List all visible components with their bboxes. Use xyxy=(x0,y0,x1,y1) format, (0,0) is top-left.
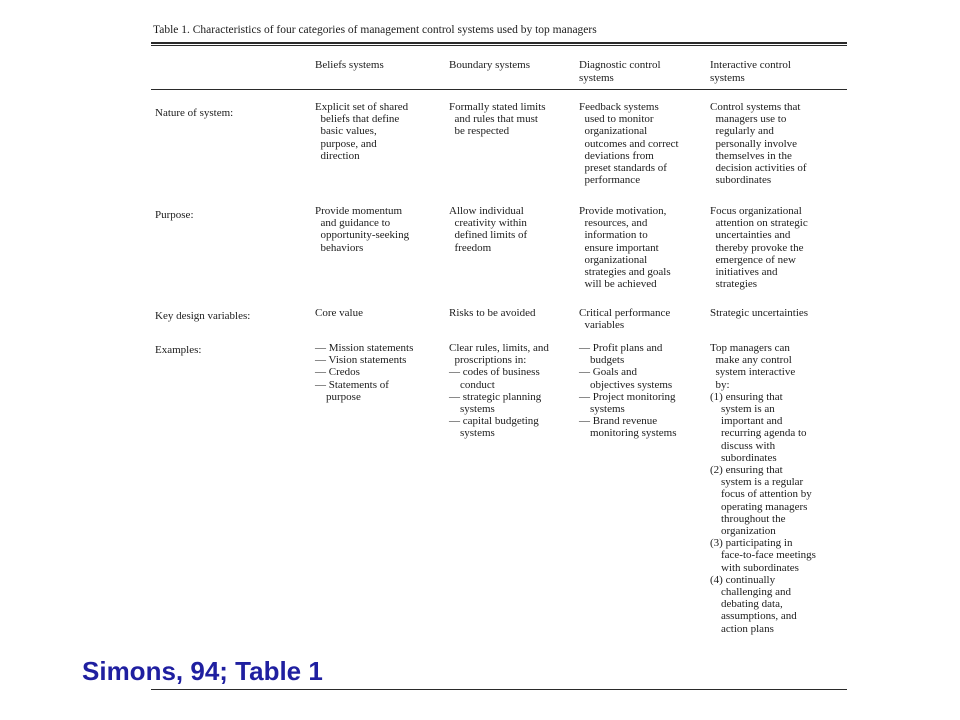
cell-purpose-boundary: Allow individual creativity within defined limits of freedom xyxy=(449,205,528,254)
top-rule xyxy=(151,42,847,44)
scanned-table xyxy=(145,18,855,696)
cell-key-diagnostic: Critical performance variables xyxy=(579,307,671,332)
cell-nature-beliefs: Explicit set of shared beliefs that define basic values, purpose, and direction xyxy=(315,101,409,162)
row-label-nature: Nature of system: xyxy=(155,107,234,119)
table-title: Table 1. Characteristics of four categories of management control systems used by top managers xyxy=(153,24,597,36)
cell-key-interactive: Strategic uncertainties xyxy=(710,307,809,319)
cell-nature-interactive: Control systems that managers use to regularly and personally involve themselves in the decision activities of subordinates xyxy=(710,101,807,187)
top-rule-double xyxy=(151,45,847,46)
bottom-rule xyxy=(151,689,847,690)
cell-purpose-diagnostic: Provide motivation, resources, and information to ensure important organizational strategies and goals will be achieved xyxy=(579,205,671,291)
cell-nature-diagnostic: Feedback systems used to monitor organizational outcomes and correct deviations from preset standards of performance xyxy=(579,101,679,187)
cell-nature-boundary: Formally stated limits and rules that must be respected xyxy=(449,101,546,138)
header-rule xyxy=(151,89,847,90)
row-label-examples: Examples: xyxy=(155,344,202,356)
header-boundary: Boundary systems xyxy=(449,59,530,71)
cell-examples-boundary: Clear rules, limits, and proscriptions in: — codes of business conduct — strategic planning systems — capital budgeting systems xyxy=(449,342,549,440)
header-diagnostic: Diagnostic control systems xyxy=(579,59,661,84)
cell-key-boundary: Risks to be avoided xyxy=(449,307,536,319)
row-label-key-design: Key design variables: xyxy=(155,310,251,322)
cell-examples-beliefs: — Mission statements — Vision statements — Credos — Statements of purpose xyxy=(315,342,414,403)
cell-purpose-beliefs: Provide momentum and guidance to opportunity-seeking behaviors xyxy=(315,205,410,254)
header-interactive: Interactive control systems xyxy=(710,59,791,84)
cell-purpose-interactive: Focus organizational attention on strategic uncertainties and thereby provoke the emergence of new initiatives and strategies xyxy=(710,205,808,291)
cell-examples-interactive: Top managers can make any control system interactive by: (1) ensuring that system is an important and recurring agenda to discuss with subordinates (2) ensuring that system is a regular focus of attention by operating managers throughout the organization (3) participating in face-to-face meetings with subordinates (4) continually challenging and debating data, assumptions, and action plans xyxy=(710,342,816,635)
header-beliefs: Beliefs systems xyxy=(315,59,384,71)
cell-examples-diagnostic: — Profit plans and budgets — Goals and objectives systems — Project monitoring systems — Brand revenue monitoring systems xyxy=(579,342,677,440)
row-label-purpose: Purpose: xyxy=(155,209,194,221)
cell-key-beliefs: Core value xyxy=(315,307,363,319)
slide-caption: Simons, 94; Table 1 xyxy=(82,656,323,686)
